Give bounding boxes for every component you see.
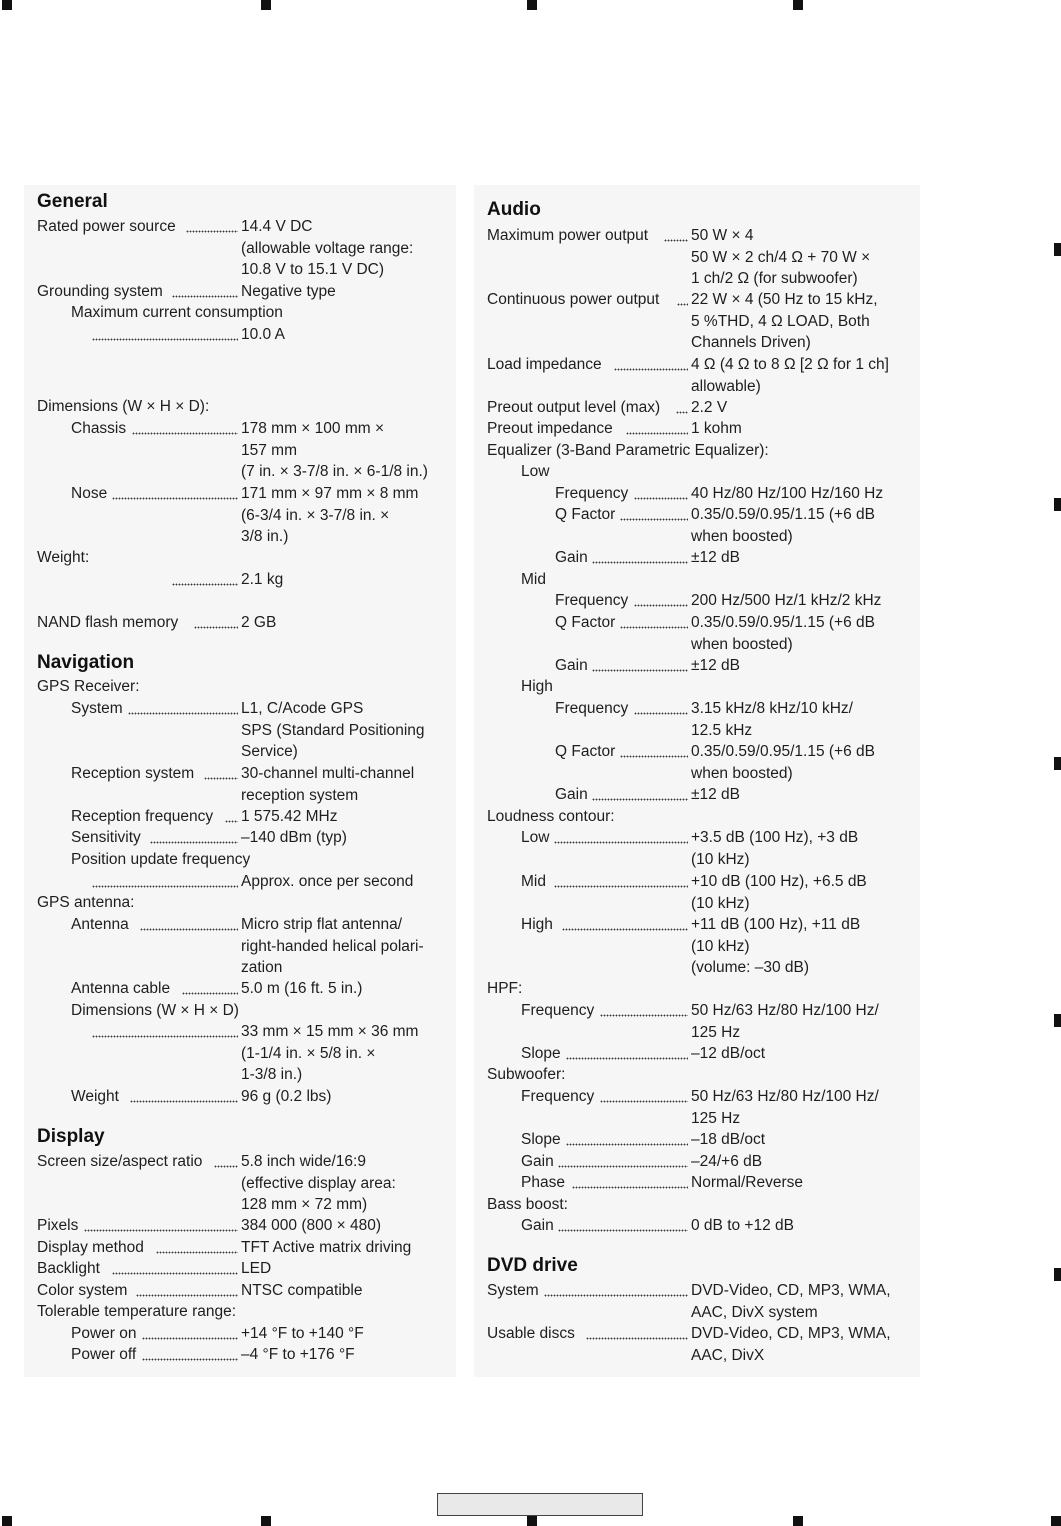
- registration-mark: [1054, 1014, 1061, 1027]
- spec-label: Frequency: [521, 1002, 595, 1019]
- leader-dots: [92, 885, 238, 888]
- leader-dots: [634, 497, 688, 500]
- registration-mark: [1054, 1268, 1061, 1281]
- page-number-box: [437, 1493, 643, 1516]
- leader-dots: [620, 626, 688, 629]
- leader-dots: [172, 583, 238, 586]
- leader-dots: [600, 1100, 688, 1103]
- spec-value: 2.1 kg: [241, 571, 284, 588]
- spec-label: Weight:: [37, 549, 90, 566]
- spec-label: Gain: [555, 657, 588, 674]
- spec-value: 0.35/0.59/0.95/1.15 (+6 dB when boosted): [691, 506, 875, 545]
- spec-label: Frequency: [521, 1088, 595, 1105]
- spec-value: +11 dB (100 Hz), +11 dB (10 kHz) (volume: –30 dB): [691, 916, 861, 977]
- spec-label: Rated power source: [37, 218, 176, 235]
- spec-value: 0.35/0.59/0.95/1.15 (+6 dB when boosted): [691, 614, 875, 653]
- spec-value: 3.15 kHz/8 kHz/10 kHz/ 12.5 kHz: [691, 700, 853, 739]
- spec-label: Phase: [521, 1174, 565, 1191]
- leader-dots: [600, 1014, 688, 1017]
- spec-value: 1 575.42 MHz: [241, 808, 338, 825]
- spec-label: Q Factor: [555, 614, 616, 631]
- spec-label: Loudness contour:: [487, 808, 615, 825]
- spec-value: 5.0 m (16 ft. 5 in.): [241, 980, 363, 997]
- spec-value: TFT Active matrix driving: [241, 1239, 412, 1256]
- leader-dots: [626, 432, 688, 435]
- leader-dots: [182, 992, 238, 995]
- spec-label: Reception frequency: [71, 808, 214, 825]
- registration-mark: [261, 0, 271, 10]
- spec-value: 2 GB: [241, 614, 277, 631]
- spec-value: Micro strip flat antenna/ right-handed helical polari- zation: [241, 916, 424, 977]
- leader-dots: [150, 841, 238, 844]
- spec-value: L1, C/Acode GPS SPS (Standard Positioning Service): [241, 700, 425, 761]
- spec-label: Antenna: [71, 916, 129, 933]
- leader-dots: [112, 1272, 238, 1275]
- leader-dots: [128, 712, 238, 715]
- leader-dots: [620, 755, 688, 758]
- spec-value: LED: [241, 1260, 272, 1277]
- spec-label: NAND flash memory: [37, 614, 179, 631]
- registration-mark: [527, 1516, 537, 1526]
- leader-dots: [614, 368, 688, 371]
- leader-dots: [554, 885, 688, 888]
- leader-dots: [132, 432, 238, 435]
- spec-label: Q Factor: [555, 743, 616, 760]
- leader-dots: [634, 712, 688, 715]
- leader-dots: [84, 1229, 238, 1232]
- spec-label: System: [487, 1282, 539, 1299]
- leader-dots: [130, 1100, 238, 1103]
- leader-dots: [592, 561, 688, 564]
- leader-dots: [554, 841, 688, 844]
- spec-label: Tolerable temperature range:: [37, 1303, 237, 1320]
- leader-dots: [142, 1337, 238, 1340]
- leader-dots: [592, 798, 688, 801]
- spec-value: 171 mm × 97 mm × 8 mm (6-3/4 in. × 3-7/8 in. × 3/8 in.): [241, 485, 419, 546]
- spec-value: 200 Hz/500 Hz/1 kHz/2 kHz: [691, 592, 882, 609]
- leader-dots: [572, 1186, 688, 1189]
- spec-label: Subwoofer:: [487, 1066, 566, 1083]
- spec-label: Dimensions (W × H × D): [71, 1002, 239, 1019]
- section-title-display: Display: [37, 1126, 105, 1147]
- leader-dots: [664, 239, 688, 242]
- leader-dots: [214, 1165, 238, 1168]
- spec-label: Maximum power output: [487, 227, 649, 244]
- spec-label: Continuous power output: [487, 291, 660, 308]
- spec-value: 4 Ω (4 Ω to 8 Ω [2 Ω for 1 ch] allowable): [691, 356, 889, 395]
- leader-dots: [558, 1229, 688, 1232]
- spec-label: Dimensions (W × H × D):: [37, 398, 210, 415]
- spec-value: Negative type: [241, 283, 336, 300]
- spec-label: Preout impedance: [487, 420, 613, 437]
- spec-value: ±12 dB: [691, 657, 741, 674]
- spec-label: Power off: [71, 1346, 137, 1363]
- leader-dots: [566, 1057, 688, 1060]
- registration-mark: [2, 0, 12, 10]
- spec-value: 10.0 A: [241, 326, 285, 343]
- spec-value: 96 g (0.2 lbs): [241, 1088, 332, 1105]
- spec-value: +10 dB (100 Hz), +6.5 dB (10 kHz): [691, 873, 867, 912]
- spec-label: Load impedance: [487, 356, 602, 373]
- leader-dots: [140, 928, 238, 931]
- section-title-general: General: [37, 191, 108, 212]
- leader-dots: [558, 1165, 688, 1168]
- spec-label: Antenna cable: [71, 980, 171, 997]
- leader-dots: [112, 497, 238, 500]
- spec-label: Nose: [71, 485, 108, 502]
- leader-dots: [142, 1358, 238, 1361]
- leader-dots: [586, 1337, 688, 1340]
- spec-value: 1 kohm: [691, 420, 742, 437]
- leader-dots: [677, 303, 688, 306]
- registration-mark: [793, 0, 803, 10]
- leader-dots: [172, 295, 238, 298]
- spec-label: Mid: [521, 873, 546, 890]
- registration-mark: [1054, 757, 1061, 770]
- spec-value: 50 W × 4 50 W × 2 ch/4 Ω + 70 W × 1 ch/2 Ω (for subwoofer): [691, 227, 871, 288]
- leader-dots: [566, 1143, 688, 1146]
- spec-value: +3.5 dB (100 Hz), +3 dB (10 kHz): [691, 829, 859, 868]
- spec-value: 50 Hz/63 Hz/80 Hz/100 Hz/ 125 Hz: [691, 1002, 879, 1041]
- registration-mark: [527, 0, 537, 10]
- spec-label: Maximum current consumption: [71, 304, 283, 321]
- spec-value: DVD-Video, CD, MP3, WMA, AAC, DivX system: [691, 1282, 891, 1321]
- spec-value: 0.35/0.59/0.95/1.15 (+6 dB when boosted): [691, 743, 875, 782]
- spec-label: Gain: [555, 786, 588, 803]
- spec-label: Color system: [37, 1282, 128, 1299]
- spec-value: 40 Hz/80 Hz/100 Hz/160 Hz: [691, 485, 884, 502]
- leader-dots: [544, 1294, 688, 1297]
- spec-label: GPS Receiver:: [37, 678, 140, 695]
- spec-label: Position update frequency: [71, 851, 251, 868]
- spec-label: Mid: [521, 571, 546, 588]
- spec-label: Screen size/aspect ratio: [37, 1153, 203, 1170]
- spec-label: System: [71, 700, 123, 717]
- spec-value: 0 dB to +12 dB: [691, 1217, 794, 1234]
- spec-label: Gain: [555, 549, 588, 566]
- spec-label: Display method: [37, 1239, 144, 1256]
- spec-value: ±12 dB: [691, 786, 741, 803]
- spec-value: 30-channel multi-channel reception system: [241, 765, 415, 804]
- leader-dots: [194, 626, 238, 629]
- leader-dots: [676, 411, 688, 414]
- spec-label: Usable discs: [487, 1325, 575, 1342]
- spec-value: 33 mm × 15 mm × 36 mm (1-1/4 in. × 5/8 in. × 1-3/8 in.): [241, 1023, 419, 1084]
- spec-label: Slope: [521, 1131, 561, 1148]
- section-title-audio: Audio: [487, 199, 541, 220]
- leader-dots: [204, 777, 238, 780]
- spec-value: 50 Hz/63 Hz/80 Hz/100 Hz/ 125 Hz: [691, 1088, 879, 1127]
- spec-value: DVD-Video, CD, MP3, WMA, AAC, DivX: [691, 1325, 891, 1364]
- spec-value: Approx. once per second: [241, 873, 414, 890]
- spec-value: –24/+6 dB: [691, 1153, 763, 1170]
- leader-dots: [186, 230, 238, 233]
- spec-label: Bass boost:: [487, 1196, 568, 1213]
- spec-value: Normal/Reverse: [691, 1174, 803, 1191]
- spec-label: GPS antenna:: [37, 894, 135, 911]
- spec-label: Frequency: [555, 485, 629, 502]
- spec-value: –4 °F to +176 °F: [241, 1346, 355, 1363]
- leader-dots: [225, 820, 238, 823]
- spec-value: –12 dB/oct: [691, 1045, 766, 1062]
- spec-value: +14 °F to +140 °F: [241, 1325, 364, 1342]
- spec-value: 178 mm × 100 mm × 157 mm (7 in. × 3-7/8 in. × 6-1/8 in.): [241, 420, 428, 481]
- spec-label: Sensitivity: [71, 829, 141, 846]
- spec-label: High: [521, 678, 553, 695]
- spec-value: 2.2 V: [691, 399, 728, 416]
- registration-mark: [1054, 498, 1061, 511]
- spec-label: Backlight: [37, 1260, 100, 1277]
- spec-label: Gain: [521, 1153, 554, 1170]
- spec-label: Low: [521, 463, 550, 480]
- spec-label: Frequency: [555, 592, 629, 609]
- spec-label: HPF:: [487, 980, 523, 997]
- spec-label: Power on: [71, 1325, 137, 1342]
- spec-label: High: [521, 916, 553, 933]
- spec-value: 384 000 (800 × 480): [241, 1217, 382, 1234]
- leader-dots: [634, 604, 688, 607]
- spec-label: Preout output level (max): [487, 399, 661, 416]
- spec-value: –18 dB/oct: [691, 1131, 766, 1148]
- leader-dots: [620, 518, 688, 521]
- registration-mark: [261, 1516, 271, 1526]
- spec-label: Low: [521, 829, 550, 846]
- spec-label: Reception system: [71, 765, 195, 782]
- spec-value: ±12 dB: [691, 549, 741, 566]
- leader-dots: [92, 338, 238, 341]
- registration-mark: [793, 1516, 803, 1526]
- section-title-dvd-drive: DVD drive: [487, 1255, 578, 1276]
- spec-label: Chassis: [71, 420, 127, 437]
- spec-label: Weight: [71, 1088, 119, 1105]
- leader-dots: [92, 1035, 238, 1038]
- spec-label: Slope: [521, 1045, 561, 1062]
- spec-label: Gain: [521, 1217, 554, 1234]
- spec-value: 22 W × 4 (50 Hz to 15 kHz, 5 %THD, 4 Ω LOAD, Both Channels Driven): [691, 291, 878, 352]
- spec-value: 5.8 inch wide/16:9 (effective display area: 128 mm × 72 mm): [241, 1153, 396, 1214]
- leader-dots: [562, 928, 688, 931]
- spec-label: Pixels: [37, 1217, 79, 1234]
- spec-value: 14.4 V DC (allowable voltage range: 10.8 V to 15.1 V DC): [241, 218, 414, 279]
- registration-mark: [1051, 1516, 1061, 1526]
- spec-label: Grounding system: [37, 283, 163, 300]
- spec-value: –140 dBm (typ): [241, 829, 347, 846]
- registration-mark: [2, 1516, 12, 1526]
- leader-dots: [136, 1294, 238, 1297]
- leader-dots: [156, 1251, 238, 1254]
- spec-value: NTSC compatible: [241, 1282, 363, 1299]
- leader-dots: [592, 669, 688, 672]
- spec-label: Q Factor: [555, 506, 616, 523]
- section-title-navigation: Navigation: [37, 652, 135, 673]
- spec-label: Equalizer (3-Band Parametric Equalizer):: [487, 442, 769, 459]
- spec-label: Frequency: [555, 700, 629, 717]
- registration-mark: [1054, 243, 1061, 256]
